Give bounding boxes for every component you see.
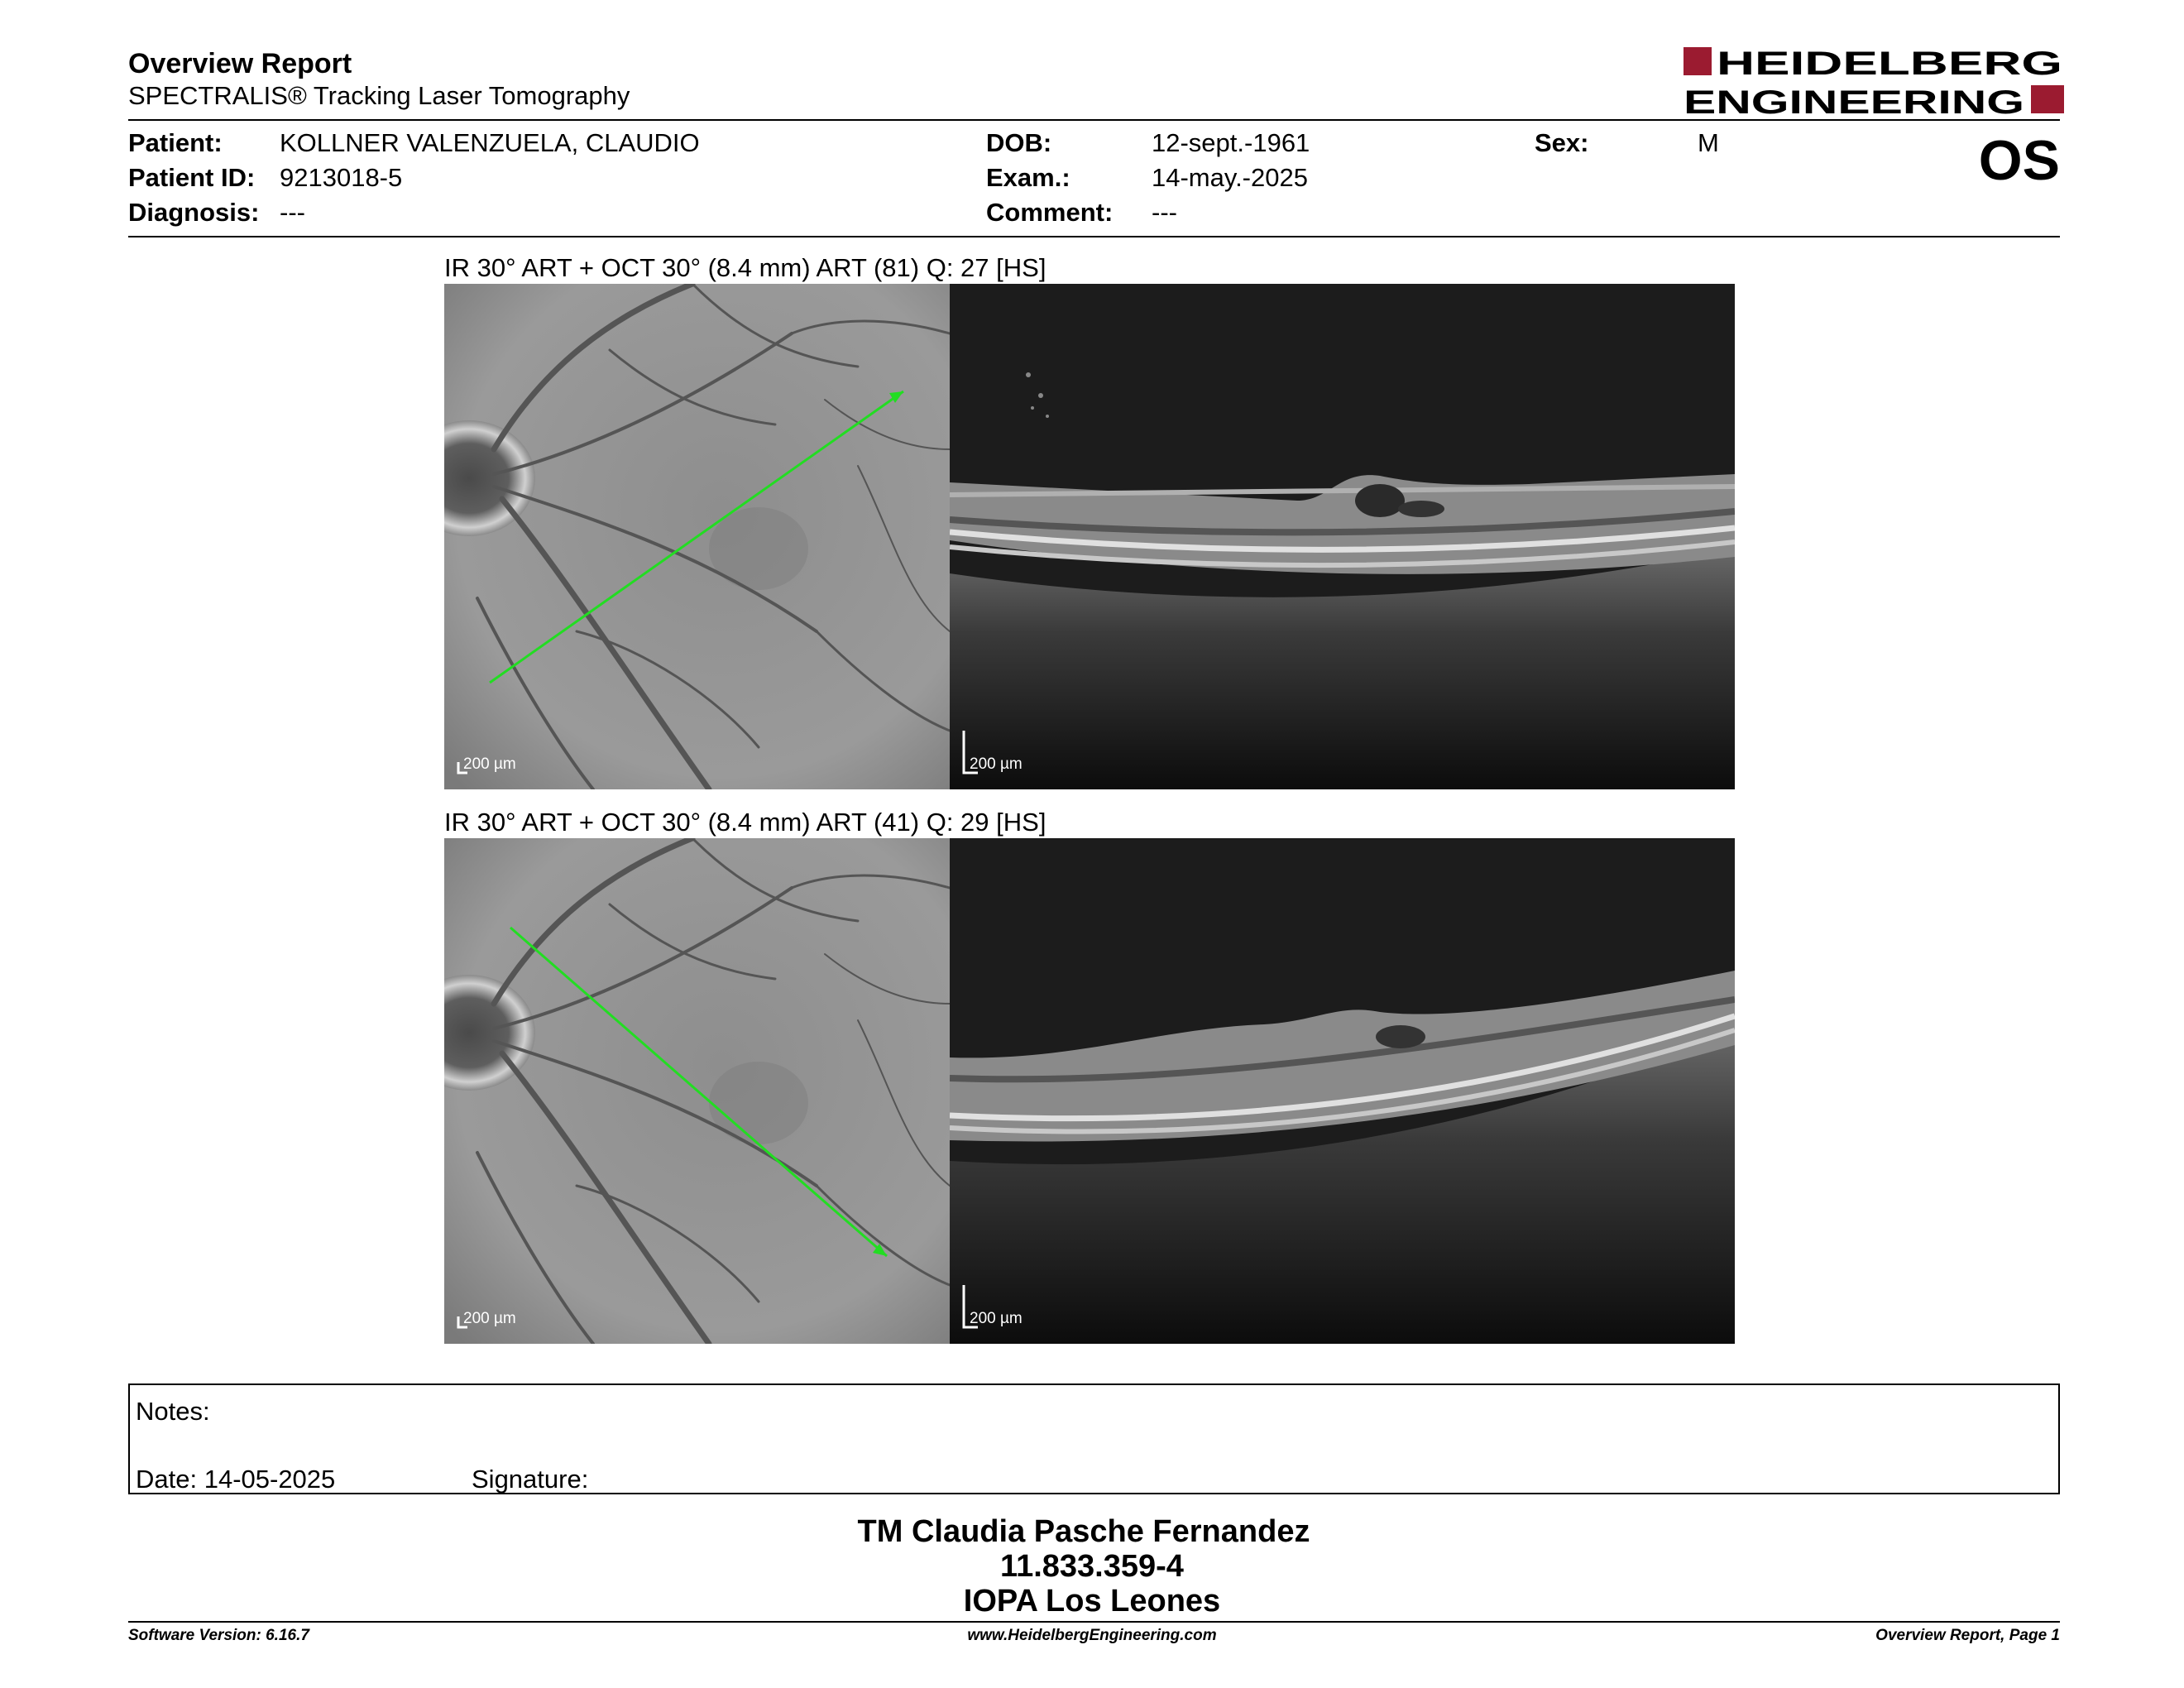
- report-title: Overview Report: [128, 48, 352, 79]
- report-subtitle: SPECTRALIS® Tracking Laser Tomography: [128, 81, 630, 110]
- eye-indicator: OS: [1978, 129, 2060, 192]
- sex-value: M: [1698, 128, 1719, 157]
- dob-value: 12-sept.-1961: [1152, 128, 1310, 157]
- ir-fundus-image-2: [444, 838, 950, 1344]
- oct-bscan-image-2: [950, 838, 1735, 1344]
- sex-label: Sex:: [1535, 128, 1589, 157]
- logo-text-2: ENGINEERING: [1684, 84, 2024, 117]
- footer-divider: [128, 1621, 2060, 1623]
- software-version: Software Version: 6.16.7: [128, 1627, 309, 1644]
- patient-id: 9213018-5: [280, 163, 403, 192]
- comment-label: Comment:: [986, 198, 1114, 227]
- exam-label: Exam.:: [986, 163, 1070, 192]
- scan-caption-2: IR 30° ART + OCT 30° (8.4 mm) ART (41) Q: 29 [HS]: [444, 808, 1046, 837]
- scan-caption-1: IR 30° ART + OCT 30° (8.4 mm) ART (81) Q: 27 [HS]: [444, 253, 1046, 282]
- signature-label: Signature:: [472, 1465, 589, 1494]
- scale-label-ir-2: 200 µm: [463, 1310, 516, 1327]
- dob-label: DOB:: [986, 128, 1052, 157]
- technician-id: 11.833.359-4: [1000, 1549, 1184, 1584]
- page-indicator: Overview Report, Page 1: [1875, 1627, 2060, 1644]
- oct-bscan-image-1: [950, 284, 1735, 789]
- technician-name: TM Claudia Pasche Fernandez: [857, 1514, 1310, 1549]
- scale-label-ir-1: 200 µm: [463, 755, 516, 773]
- scale-label-oct-2: 200 µm: [970, 1310, 1023, 1327]
- scale-label-oct-1: 200 µm: [970, 755, 1023, 773]
- notes-box: [128, 1383, 2060, 1494]
- patient-name: KOLLNER VALENZUELA, CLAUDIO: [280, 128, 700, 157]
- date-label: Date: 14-05-2025: [136, 1465, 336, 1494]
- patient-label: Patient:: [128, 128, 223, 157]
- diagnosis-value: ---: [280, 198, 305, 227]
- website-link: www.HeidelbergEngineering.com: [967, 1627, 1217, 1644]
- diagnosis-label: Diagnosis:: [128, 198, 260, 227]
- ir-fundus-image-1: [444, 284, 950, 789]
- notes-label: Notes:: [136, 1397, 210, 1426]
- heidelberg-logo: [1684, 46, 2064, 117]
- organization-name: IOPA Los Leones: [963, 1584, 1221, 1618]
- comment-value: ---: [1152, 198, 1177, 227]
- logo-text-1: HEIDELBERG: [1717, 46, 2062, 82]
- header-divider: [128, 119, 2060, 121]
- patient-id-label: Patient ID:: [128, 163, 256, 192]
- patient-divider: [128, 236, 2060, 237]
- exam-value: 14-may.-2025: [1152, 163, 1308, 192]
